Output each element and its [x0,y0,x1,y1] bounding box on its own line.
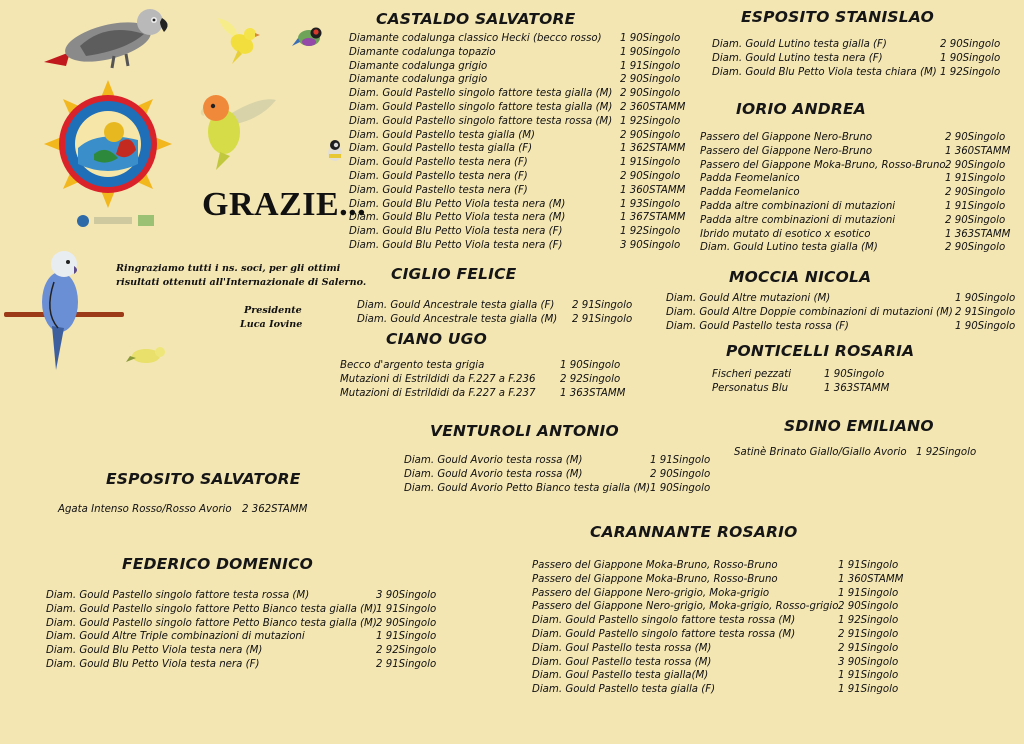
result-value: 2 90Singolo [620,74,681,86]
result-row [349,184,686,198]
grey-parrot-illustration [36,4,172,76]
category-label: Passero del Giappone Moka-Bruno, Rosso-Bruno [532,573,778,585]
result-row [46,589,437,603]
result-value: 1 92Singolo [620,226,681,238]
result-row [340,373,621,387]
category-label: Diamante codalunga grigio [349,74,488,86]
lovebird-illustration [186,88,278,174]
result-row [700,159,1006,173]
result-row [700,172,1006,186]
category-label: Diamante codalunga topazio [349,46,496,58]
result-value: 2 90Singolo [650,468,711,480]
category-label: Diam. Gould Pastello singolo fattore Petto Bianco testa gialla (M) [46,617,377,629]
result-row [349,87,681,101]
result-row [46,658,437,672]
result-row [349,239,681,253]
category-label: Passero del Giappone Nero-Bruno [700,145,873,157]
category-label: Diam. Gould Lutino testa gialla (F) [712,39,887,50]
thanks-message [116,262,366,290]
goldfinch-illustration [324,138,346,164]
exhibitor-name: ESPOSITO SALVATORE [106,470,301,488]
result-row [349,156,681,170]
result-row [700,186,1006,200]
result-value: 2 90Singolo [945,187,1006,199]
category-label: Diam. Gould Ancestrale testa gialla (F) [357,300,555,311]
exhibitor-name: CASTALDO SALVATORE [376,10,576,28]
category-label: Diam. Goul Pastello testa rossa (M) [532,656,712,668]
result-value: 2 91Singolo [838,642,899,654]
thanks-line-1: Ringraziamo tutti i ns. soci, per gli ottimi [116,263,341,274]
result-value: 1 91Singolo [945,201,1006,212]
result-row [700,200,1006,214]
category-label: Diam. Gould Pastello singolo fattore testa rossa (M) [349,115,613,127]
result-row [404,468,711,482]
category-label: Ibrido mutato di esotico x esotico [700,228,871,240]
category-label: Diam. Gould Avorio Petto Bianco testa gialla (M) [404,482,651,494]
result-row [532,559,899,573]
result-value: 1 362STAMM [620,143,686,155]
result-value: 1 91Singolo [620,157,681,169]
result-value: 2 90Singolo [940,39,1001,50]
category-label: Passero del Giappone Nero-grigio, Moka-grigio [532,587,770,599]
result-row [712,38,1001,52]
result-value: 3 90Singolo [838,656,899,668]
category-label: Diam. Gould Blu Petto Viola testa nera (F) [46,659,260,670]
result-row [46,644,437,658]
result-value: 1 91Singolo [945,173,1006,185]
result-value: 2 90Singolo [945,159,1006,171]
president-title: Presidente [244,305,302,316]
canary-flying-illustration [214,12,262,66]
category-label: Mutazioni di Estrildidi da F.227 a F.237 [340,387,536,399]
result-row [700,241,1006,255]
exhibitor-name: VENTUROLI ANTONIO [430,422,619,440]
result-row [734,446,977,460]
logo-badge [40,80,176,210]
result-row [700,228,1011,242]
result-value: 1 91Singolo [650,455,711,466]
category-label: Diam. Gould Avorio testa rossa (M) [404,455,583,466]
result-value: 2 92Singolo [376,645,437,657]
result-value: 2 92Singolo [560,373,621,385]
result-value: 2 90Singolo [620,129,681,141]
result-row [46,630,437,644]
page-title: GRAZIE... [202,186,367,223]
result-value: 3 90Singolo [376,590,437,601]
category-label: Diam. Gould Pastello singolo fattore Petto Bianco testa gialla (M) [46,603,377,615]
result-row [349,60,681,74]
category-label: Diamante codalunga grigio [349,60,488,72]
result-value: 1 91Singolo [838,670,899,682]
result-row [349,225,681,239]
result-row [700,214,1006,228]
result-value: 1 91Singolo [620,60,681,72]
result-value: 1 360STAMM [945,145,1011,157]
thanks-line-2: risultati ottenuti all'Internazionale di Salerno. [116,277,367,288]
category-label: Diam. Gould Blu Petto Viola testa chiara (M) [712,66,937,78]
category-label: Diam. Gould Pastello singolo fattore testa rossa (M) [532,615,796,627]
result-row [666,292,1016,306]
category-label: Diam. Gould Pastello testa gialla (F) [349,143,533,155]
result-row [340,387,626,401]
category-label: Passero del Giappone Moka-Bruno, Rosso-Bruno [700,159,946,171]
result-row [532,628,899,642]
category-label: Diam. Gould Altre Triple combinazioni di mutazioni [46,631,305,643]
category-label: Padda Feomelanico [700,187,800,199]
result-value: 1 92Singolo [620,115,681,127]
budgerigar-illustration [4,242,128,372]
result-value: 1 90Singolo [955,320,1016,332]
category-label: Padda altre combinazioni di mutazioni [700,214,896,226]
result-row [532,614,899,628]
result-row [404,482,711,496]
result-value: 2 91Singolo [376,659,437,670]
result-row [532,587,899,601]
result-row [532,642,899,656]
category-label: Passero del Giappone Nero-grigio, Moka-grigio, Rosso-grigio [532,601,839,613]
result-value: 1 91Singolo [838,587,899,599]
result-value: 2 90Singolo [620,171,681,182]
result-value: 1 93Singolo [620,198,681,210]
category-label: Diam. Gould Pastello singolo fattore testa rossa (M) [46,590,310,601]
result-value: 1 90Singolo [620,33,681,44]
result-row [349,101,686,115]
result-value: 2 91Singolo [572,313,633,325]
category-label: Diam. Gould Blu Petto Viola testa nera (F) [349,240,563,251]
exhibitor-name: IORIO ANDREA [736,100,866,118]
result-row [349,170,681,184]
result-value: 2 90Singolo [945,242,1006,254]
category-label: Satinè Brinato Giallo/Giallo Avorio [734,447,907,458]
result-row [349,115,681,129]
result-value: 2 91Singolo [838,629,899,640]
category-label: Padda Feomelanico [700,173,800,185]
result-value: 1 363STAMM [824,382,890,394]
result-row [532,600,899,614]
category-label: Diam. Gould Blu Petto Viola testa nera (M) [349,212,566,224]
result-value: 1 92Singolo [838,615,899,627]
category-label: Diam. Gould Pastello testa nera (F) [349,157,528,169]
result-value: 1 90Singolo [955,293,1016,304]
category-label: Passero del Giappone Moka-Bruno, Rosso-Bruno [532,560,778,571]
result-row [666,306,1016,320]
category-label: Diam. Gould Pastello testa rossa (F) [666,320,849,332]
category-label: Diamante codalunga classico Hecki (becco rosso) [349,33,602,44]
category-label: Diam. Gould Pastello testa nera (F) [349,171,528,182]
result-value: 1 363STAMM [945,228,1011,240]
result-value: 1 360STAMM [838,573,904,585]
result-row [46,617,437,631]
result-row [46,603,437,617]
result-row [712,66,1001,80]
category-label: Agata Intenso Rosso/Rosso Avorio [58,504,232,515]
category-label: Fischeri pezzati [712,369,792,380]
result-value: 1 360STAMM [620,184,686,196]
category-label: Diam. Gould Blu Petto Viola testa nera (F) [349,226,563,238]
result-row [349,46,681,60]
category-label: Diam. Gould Blu Petto Viola testa nera (M) [46,645,263,657]
exhibitor-name: ESPOSITO STANISLAO [741,8,934,26]
finch-illustration [292,20,326,56]
result-value: 1 92Singolo [916,447,977,458]
result-value: 2 90Singolo [620,88,681,100]
result-value: 2 360STAMM [620,102,686,113]
result-row [700,145,1011,159]
category-label: Diam. Gould Lutino testa nera (F) [712,52,883,64]
result-value: 1 363STAMM [560,387,626,399]
president-name: Luca Iovine [240,319,303,330]
result-row [404,454,711,468]
exhibitor-name: CIANO UGO [386,330,487,348]
result-row [712,368,885,382]
result-row [349,198,681,212]
result-value: 3 90Singolo [620,240,681,251]
result-value: 2 90Singolo [376,617,437,629]
result-value: 1 90Singolo [940,52,1001,64]
result-row [349,129,681,143]
result-row [349,73,681,87]
category-label: Diam. Gould Altre Doppie combinazioni di mutazioni (M) [666,306,953,318]
category-label: Diam. Gould Blu Petto Viola testa nera (M) [349,198,566,210]
category-label: Diam. Gould Pastello singolo fattore testa gialla (M) [349,102,613,113]
exhibitor-name: PONTICELLI ROSARIA [726,342,915,360]
result-value: 1 90Singolo [620,46,681,58]
category-label: Diam. Goul Pastello testa rossa (M) [532,642,712,654]
result-row [532,683,899,697]
category-label: Diam. Gould Avorio testa rossa (M) [404,468,583,480]
category-label: Diam. Gould Pastello testa gialla (M) [349,129,535,141]
exhibitor-name: CIGLIO FELICE [391,265,517,283]
result-row [712,52,1001,66]
small-emblems [76,212,160,230]
result-value: 1 92Singolo [940,66,1001,78]
result-row [357,313,633,327]
exhibitor-name: FEDERICO DOMENICO [122,555,314,573]
category-label: Mutazioni di Estrildidi da F.227 a F.236 [340,373,536,385]
result-row [532,656,899,670]
result-value: 1 91Singolo [376,631,437,643]
category-label: Diam. Gould Pastello singolo fattore testa rossa (M) [532,629,796,640]
result-value: 2 90Singolo [945,214,1006,226]
result-value: 1 90Singolo [560,360,621,371]
result-row [349,32,681,46]
category-label: Diam. Gould Lutino testa gialla (M) [700,242,878,254]
result-row [357,299,633,313]
result-value: 1 90Singolo [824,369,885,380]
result-row [340,359,621,373]
category-label: Diam. Gould Pastello testa nera (F) [349,184,528,196]
result-row [532,669,899,683]
category-label: Diam. Gould Pastello testa gialla (F) [532,684,716,696]
result-value: 1 90Singolo [650,482,711,494]
result-row [58,503,308,517]
category-label: Diam. Gould Ancestrale testa gialla (M) [357,313,558,325]
category-label: Personatus Blu [712,382,789,394]
result-row [666,320,1016,334]
result-value: 1 91Singolo [376,603,437,615]
category-label: Diam. Goul Pastello testa gialla(M) [532,670,709,682]
president-signature [240,304,303,332]
result-value: 1 367STAMM [620,212,686,224]
result-row [532,573,904,587]
exhibitor-name: MOCCIA NICOLA [729,268,872,286]
result-value: 2 90Singolo [945,132,1006,143]
category-label: Diam. Gould Altre mutazioni (M) [666,293,831,304]
result-value: 2 362STAMM [242,504,308,515]
result-row [349,211,686,225]
result-value: 1 91Singolo [838,560,899,571]
exhibitor-name: CARANNANTE ROSARIO [590,523,798,541]
result-value: 2 90Singolo [838,601,899,613]
category-label: Padda altre combinazioni di mutazioni [700,201,896,212]
result-value: 2 91Singolo [955,306,1016,318]
result-row [700,131,1006,145]
category-label: Passero del Giappone Nero-Bruno [700,132,873,143]
result-value: 1 91Singolo [838,684,899,696]
result-row [712,382,890,396]
result-value: 2 91Singolo [572,300,633,311]
result-row [349,142,686,156]
exhibitor-name: SDINO EMILIANO [784,417,934,435]
category-label: Diam. Gould Pastello singolo fattore testa gialla (M) [349,88,613,100]
category-label: Becco d'argento testa grigia [340,360,485,371]
canary-perched-illustration [126,344,172,366]
